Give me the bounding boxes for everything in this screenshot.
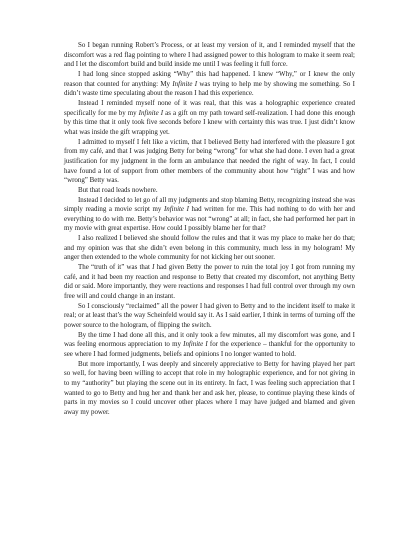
paragraph-text: So I began running Robert’s Process, or at least my version of it, and I reminded myself that the discomfort was a red flag pointing to where I had assigned power to this hologram to make it seem real; and I let the discomfort build and build inside me until I was feeling it full force. <box>64 41 355 69</box>
paragraph-p2 <box>64 70 355 99</box>
paragraph-p1 <box>64 41 355 70</box>
paragraph-text: as a gift on my path toward self-realization. I had done this enough by this time that it only took five seconds before I knew with certainty this was true. I just didn’t know what was inside the gift wrapping yet. <box>64 108 355 136</box>
paragraph-text: had given Betty the power to ruin the total joy I got from running my café, and it had been my reaction and response to Betty that created my discomfort, not anything Betty did or said. More importantly, they were reactions and responses I had full control over through my own free will and could change in an instant. <box>64 263 356 301</box>
paragraph-text: So I consciously “reclaimed” all the power I had given to Betty and to the incident itself to make it real; or at least that’s the way Scheinfeld would say it. As I said earlier, I think in terms of turning off the power source to the hologram, of flipping the switch. <box>64 301 355 330</box>
paragraph-p5 <box>64 186 355 196</box>
paragraph-text: was trying to help me by showing me something. So I didn’t waste time speculating about the reason I had this experience. <box>64 79 355 98</box>
paragraph-text: I also realized I believed she should follow the rules and that it was my place to make her do that; and my opinion was that she didn’t even belong in this community, much less in my hologram! My anger then extended to the whole community for not kicking her out sooner. <box>64 234 355 262</box>
paragraph-text: had written for me. This had nothing to do with her and everything to do with me. Betty’s behavior was not “wrong” at all; in fact, she had performed her part in my movie with great expertise. How could I possibly blame her for that? <box>64 205 355 233</box>
paragraph-text: But that road leads nowhere. <box>78 185 158 194</box>
italic-text: Infinite I <box>172 79 198 88</box>
italic-text: Infinite I <box>163 205 189 214</box>
paragraph-p7 <box>64 234 355 263</box>
paragraph-text: The “truth of it” was that <box>78 263 153 272</box>
body-text <box>64 41 355 418</box>
paragraph-p3 <box>64 99 355 138</box>
paragraph-p6 <box>64 196 355 235</box>
paragraph-text: for the experience – thankful for the opportunity to see where I had formed judgments, beliefs and opinions I no longer wanted to hold. <box>64 340 355 358</box>
paragraph-p4 <box>64 138 355 186</box>
paragraph-p8 <box>64 263 355 302</box>
paragraph-p11 <box>64 360 355 418</box>
paragraph-text: By the time I had done all this, and it only took a few minutes, all my discomfort was gone, and I was feeling enormous appreciation to my <box>64 330 355 349</box>
italic-text: I <box>152 263 155 272</box>
paragraph-text: But more importantly, I was deeply and sincerely appreciative to Betty for having played her part so well, for having been willing to accept that role in my holographic experience, and for not giving in to my “authority” but playing the scene out in its entirety. In fact, I was feeling such appreciation that I wanted to go to Betty and hug her and thank her and ask her, please, to continue playing these kinds of parts in my movies so I could uncover other places where I may have judged and blamed and given away my power. <box>64 359 355 416</box>
paragraph-p10 <box>64 331 355 360</box>
paragraph-text: Instead I decided to let go of all my judgments and stop blaming Betty, recognizing instead she was simply reading a movie script my <box>64 195 355 214</box>
italic-text: Infinite I <box>138 108 164 117</box>
paragraph-text: I admitted to myself I felt like a victim, that I believed Betty had interfered with the pleasure I got from my café, and that I was judging Betty for being “wrong” for what she had done. I even had a great justification for my judgment in the form an ambulance that needed the right of way. In fact, I could have found a lot of support from other members of the community about how “right” I was and how “wrong” Betty was. <box>64 137 355 185</box>
paragraph-text: I had long since stopped asking “Why” this had happened. I knew “Why,” or I knew the only reason that counted for anything: My <box>64 69 355 88</box>
paragraph-p9 <box>64 302 355 331</box>
italic-text: Infinite I <box>183 340 208 349</box>
paragraph-text: Instead I reminded myself none of it was real, that this was a holographic experience created specifically for me by my <box>64 98 355 117</box>
